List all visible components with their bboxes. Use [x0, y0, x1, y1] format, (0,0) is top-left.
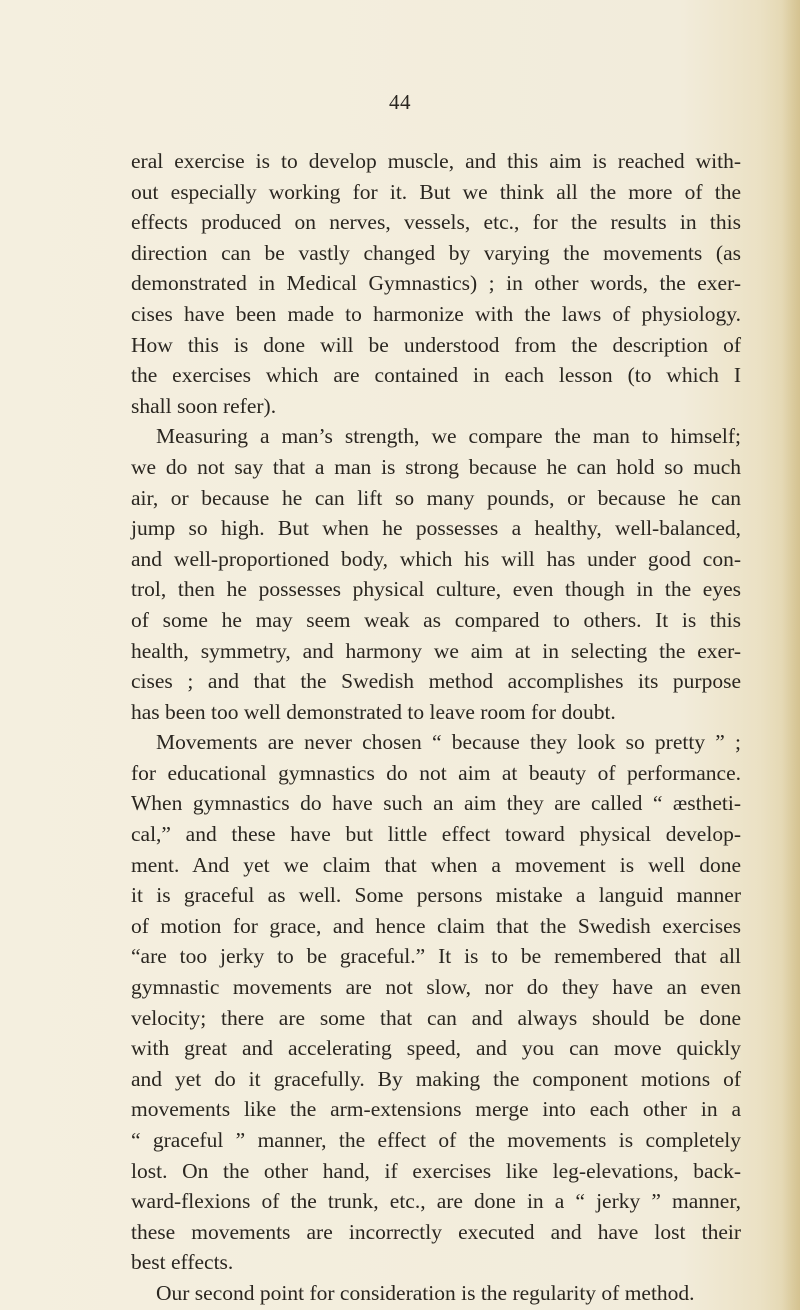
page-edge-shadow: [782, 0, 800, 1310]
text-line: best effects.: [131, 1250, 234, 1275]
text-line: “are too jerky to be graceful.” It is to be remembered that all: [131, 944, 741, 969]
text-line: lost. On the other hand, if exercises like leg-elevations, back-: [131, 1158, 741, 1183]
page-number: 44: [389, 90, 411, 114]
text-line: cises ; and that the Swedish method accomplishes its purpose: [131, 669, 741, 694]
text-line: gymnastic movements are not slow, nor do they have an even: [131, 975, 741, 1000]
text-line: Our second point for consideration is the regularity of method.: [156, 1280, 695, 1305]
text-line: shall soon refer).: [131, 393, 277, 418]
body-text: [131, 146, 741, 1309]
text-line: we do not say that a man is strong because he can hold so much: [131, 454, 741, 479]
text-line: with great and accelerating speed, and you can move quickly: [131, 1036, 741, 1061]
text-line: trol, then he possesses physical culture, even though in the eyes: [131, 577, 741, 602]
text-line: Measuring a man’s strength, we compare the man to himself;: [156, 424, 741, 449]
text-line: “ graceful ” manner, the effect of the movements is completely: [131, 1128, 741, 1152]
text-line: air, or because he can lift so many pounds, or because he can: [131, 485, 741, 510]
text-line: direction can be vastly changed by varying the movements (as: [131, 240, 741, 265]
text-line: these movements are incorrectly executed and have lost their: [131, 1219, 741, 1244]
text-line: velocity; there are some that can and always should be done: [131, 1005, 741, 1030]
text-line: and well-proportioned body, which his will has under good con-: [131, 546, 741, 571]
text-line: Movements are never chosen “ because they look so pretty ” ;: [156, 730, 741, 755]
text-line: eral exercise is to develop muscle, and this aim is reached with-: [131, 149, 741, 173]
text-line: for educational gymnastics do not aim at beauty of performance.: [131, 760, 741, 785]
text-line: cal,” and these have but little effect toward physical develop-: [131, 822, 741, 847]
text-line: ward-flexions of the trunk, etc., are done in a “ jerky ” manner,: [131, 1189, 741, 1214]
text-line: and yet do it gracefully. By making the component motions of: [131, 1066, 741, 1091]
text-line: health, symmetry, and harmony we aim at in selecting the exer-: [131, 638, 741, 663]
text-line: out especially working for it. But we think all the more of the: [131, 179, 741, 204]
text-line: movements like the arm-extensions merge into each other in a: [131, 1097, 741, 1122]
text-line: How this is done will be understood from the description of: [131, 332, 741, 357]
text-line: ment. And yet we claim that when a movement is well done: [131, 852, 741, 877]
text-line: When gymnastics do have such an aim they are called “ æstheti-: [131, 791, 741, 816]
text-line: it is graceful as well. Some persons mistake a languid manner: [131, 883, 741, 908]
text-line: demonstrated in Medical Gymnastics) ; in other words, the exer-: [131, 271, 741, 296]
text-line: of motion for grace, and hence claim that the Swedish exercises: [131, 913, 741, 938]
text-line: cises have been made to harmonize with the laws of physiology.: [131, 301, 741, 326]
text-line: effects produced on nerves, vessels, etc., for the results in this: [131, 210, 741, 235]
text-line: of some he may seem weak as compared to others. It is this: [131, 607, 741, 632]
text-line: has been too well demonstrated to leave room for doubt.: [131, 699, 616, 724]
text-line: the exercises which are contained in each lesson (to which I: [131, 363, 741, 388]
text-line: jump so high. But when he possesses a healthy, well-balanced,: [131, 516, 741, 541]
